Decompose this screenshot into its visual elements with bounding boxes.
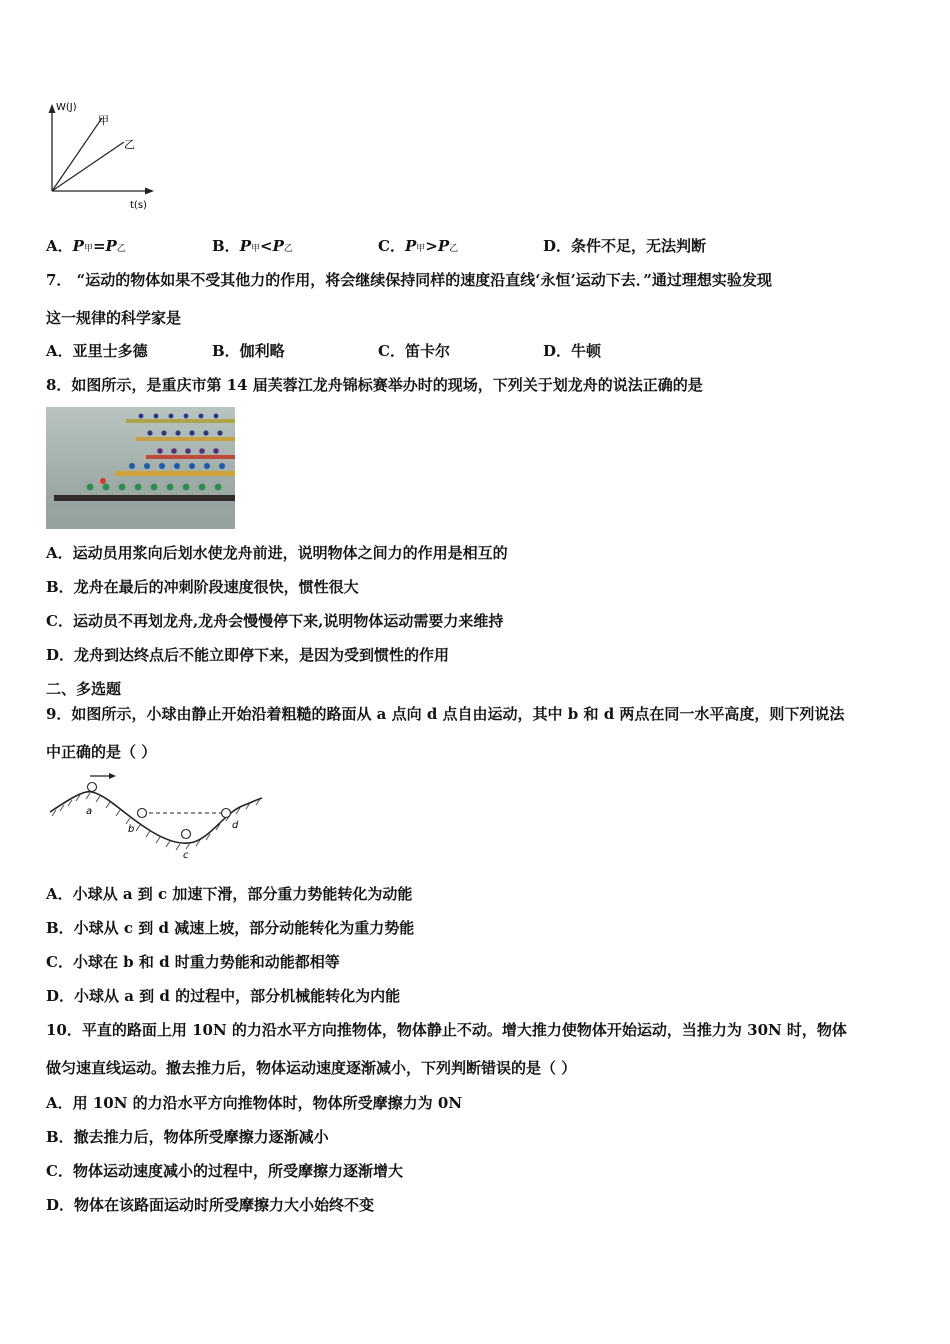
- q9-option-c: C．小球在 b 和 d 时重力势能和动能都相等: [46, 953, 340, 971]
- section-heading-multiple-choice: 二、多选题: [46, 680, 122, 698]
- line-jia-label: 甲: [98, 114, 109, 127]
- label-d: d: [232, 820, 239, 831]
- q7-option-d: D．牛顿: [543, 342, 602, 360]
- q6-option-b: B．P甲<P乙: [212, 237, 293, 255]
- q6-option-c: C．P甲>P乙: [378, 237, 459, 255]
- q10-stem-line2: 做匀速直线运动。撤去推力后，物体运动速度逐渐减小，下列判断错误的是（ ）: [46, 1059, 577, 1077]
- q8-option-c: C．运动员不再划龙舟,龙舟会慢慢停下来,说明物体运动需要力来维持: [46, 612, 504, 630]
- q9-stem-line2: 中正确的是（ ）: [46, 743, 157, 761]
- road-surface: [50, 792, 262, 844]
- q8-stem: 8．如图所示，是重庆市第 14 届芙蓉江龙舟锦标赛举办时的现场，下列关于划龙舟的说法正确的是: [46, 376, 703, 394]
- q8-option-d: D．龙舟到达终点后不能立即停下来，是因为受到惯性的作用: [46, 646, 450, 664]
- ball-at-c: [182, 830, 191, 839]
- ball-at-b: [138, 809, 147, 818]
- line-yi: [52, 142, 124, 191]
- q6-option-d: D．条件不足，无法判断: [543, 237, 707, 255]
- y-axis-arrow: [49, 104, 56, 113]
- motion-arrow-head: [109, 773, 116, 779]
- line-jia: [52, 118, 102, 191]
- ball-track-diagram: [46, 768, 268, 864]
- q9-option-b: B．小球从 c 到 d 减速上坡，部分动能转化为重力势能: [46, 919, 415, 937]
- q7-option-c: C．笛卡尔: [378, 342, 450, 360]
- q6-option-a: A．P甲=P乙: [46, 237, 126, 255]
- road-hatching: [52, 793, 260, 850]
- q7-option-b: B．伽利略: [212, 342, 285, 360]
- q9-stem-line1: 9．如图所示，小球由静止开始沿着粗糙的路面从 a 点向 d 点自由运动，其中 b 和 d 两点在同一水平高度，则下列说法: [46, 705, 845, 723]
- dragon-boat-photo: [46, 407, 235, 529]
- q10-option-c: C．物体运动速度减小的过程中，所受摩擦力逐渐增大: [46, 1162, 403, 1180]
- label-c: c: [183, 850, 189, 861]
- q10-stem-line1: 10．平直的路面上用 10N 的力沿水平方向推物体，物体静止不动。增大推力使物体开始运动，当推力为 30N 时，物体: [46, 1021, 847, 1039]
- x-axis-arrow: [145, 188, 154, 195]
- line-yi-label: 乙: [124, 138, 135, 151]
- q10-option-a: A．用 10N 的力沿水平方向推物体时，物体所受摩擦力为 0N: [46, 1094, 463, 1112]
- label-b: b: [128, 824, 135, 835]
- q7-option-a: A．亚里士多德: [46, 342, 148, 360]
- y-axis-label: W(J): [56, 102, 77, 113]
- q7-stem-line2: 这一规律的科学家是: [46, 309, 182, 327]
- label-a: a: [86, 806, 93, 817]
- q10-option-d: D．物体在该路面运动时所受摩擦力大小始终不变: [46, 1196, 375, 1214]
- q7-stem-line1: 7． “运动的物体如果不受其他力的作用，将会继续保持同样的速度沿直线‘永恒’运动下去．”通过理想实验发现: [46, 271, 772, 289]
- q10-option-b: B．撤去推力后，物体所受摩擦力逐渐减小: [46, 1128, 329, 1146]
- q8-option-b: B．龙舟在最后的冲刺阶段速度很快，惯性很大: [46, 578, 359, 596]
- x-axis-label: t(s): [130, 200, 147, 211]
- ball-at-d: [222, 809, 231, 818]
- work-time-graph: [40, 96, 170, 212]
- q9-option-a: A．小球从 a 到 c 加速下滑，部分重力势能转化为动能: [46, 885, 413, 903]
- q9-option-d: D．小球从 a 到 d 的过程中，部分机械能转化为内能: [46, 987, 401, 1005]
- ball-at-a: [88, 783, 97, 792]
- q8-option-a: A．运动员用浆向后划水使龙舟前进，说明物体之间力的作用是相互的: [46, 544, 508, 562]
